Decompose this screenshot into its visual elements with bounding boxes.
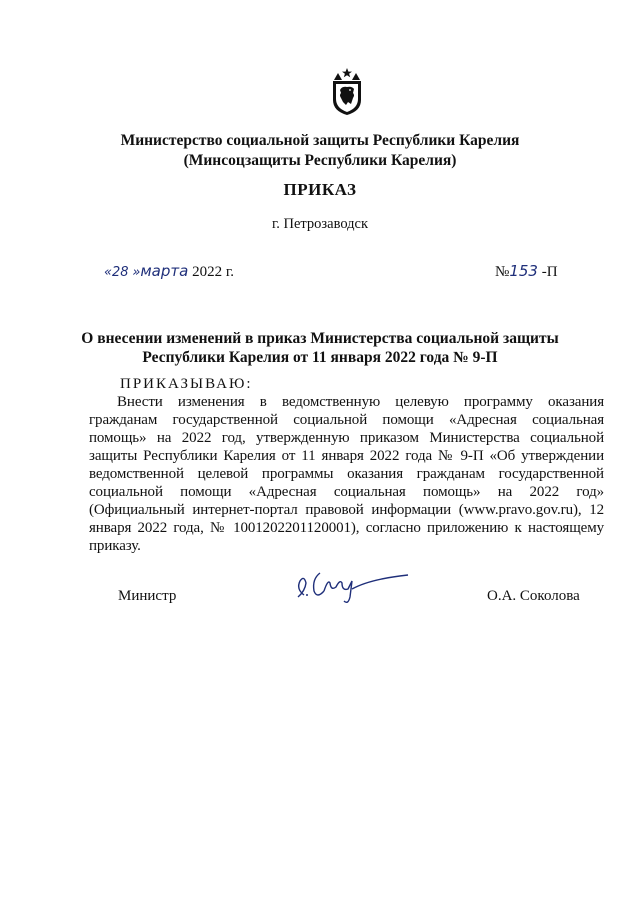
date-close-quote: » bbox=[132, 265, 141, 280]
date-open-quote: « bbox=[104, 265, 113, 280]
ministry-name: Министерство социальной защиты Республики Карелия bbox=[120, 132, 520, 149]
coat-of-arms-icon bbox=[329, 68, 365, 116]
subject-line-1: О внесении изменений в приказ Министерства социальной защиты bbox=[81, 330, 559, 347]
subject-line-2: Республики Карелия от 11 января 2022 года № 9-П bbox=[142, 349, 498, 366]
order-date bbox=[104, 262, 234, 281]
order-body: Внести изменения в ведомственную целевую программу оказания гражданам государственной социальной помощи «Адресная социальная помощь» на 2022 год, утвержденную приказом Министерства социальной защиты Республики Карелия от 11 января 2022 года № 9-П «Об утверждении ведомственной целевой программы оказания гражданам государственной социальной помощи «Адресная социальная помощь» на 2022 год» (Официальный интернет-портал правовой информации (www.pravo.gov.ru), 12 января 2022 года, № 1001202201120001), согласно приложению к настоящему приказу. bbox=[89, 394, 604, 554]
signer-role: Министр bbox=[118, 588, 177, 604]
signer-name: О.А. Соколова bbox=[487, 588, 580, 604]
date-year: 2022 г. bbox=[192, 264, 235, 280]
number-suffix: -П bbox=[541, 264, 558, 280]
number-sign: № bbox=[495, 264, 510, 280]
date-day: 28 bbox=[112, 265, 129, 280]
orders-word: ПРИКАЗЫВАЮ: bbox=[120, 376, 253, 392]
handwritten-signature-icon bbox=[290, 565, 415, 605]
number-value: 153 bbox=[509, 262, 538, 280]
date-month: марта bbox=[140, 262, 189, 280]
ministry-heading bbox=[0, 131, 640, 171]
ministry-short-name: (Минсоцзащиты Республики Карелия) bbox=[183, 152, 457, 169]
city-name: г. Петрозаводск bbox=[271, 216, 369, 232]
order-subject bbox=[0, 329, 640, 367]
document-title: ПРИКАЗ bbox=[283, 180, 357, 199]
order-number bbox=[495, 262, 558, 281]
